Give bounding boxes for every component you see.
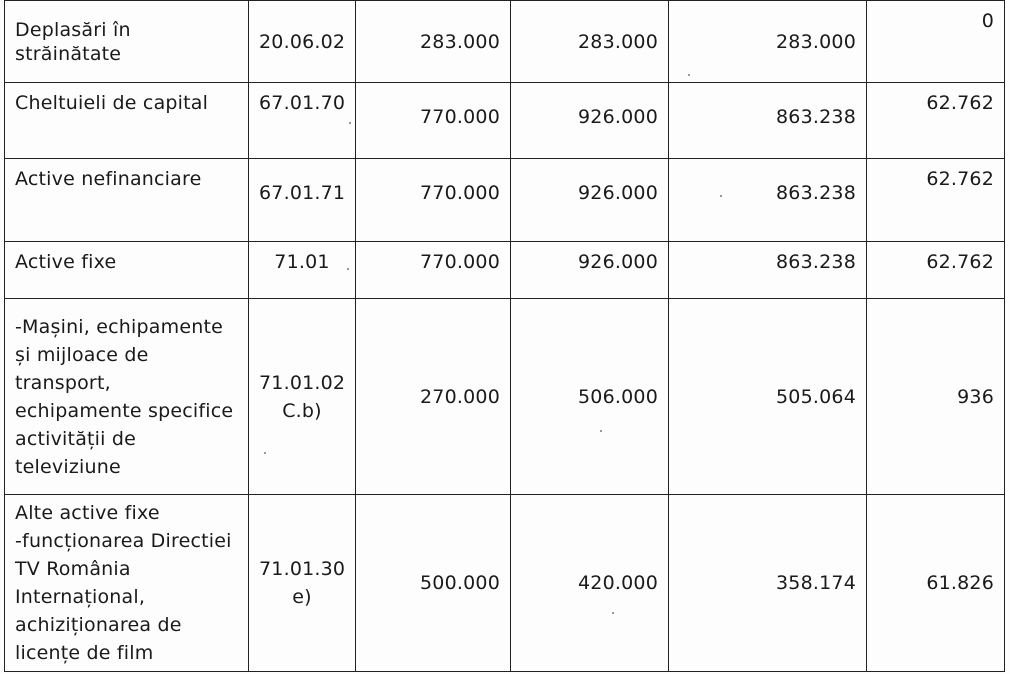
scan-speck (612, 612, 614, 614)
cell-value: 270.000 (356, 299, 511, 495)
cell-value: 863.238 (669, 159, 867, 242)
table-row (5, 83, 1005, 159)
cell-value: 936 (867, 299, 1005, 495)
row-code: 71.01.30 e) (249, 495, 356, 672)
scan-speck (688, 74, 690, 76)
row-code: 20.06.02 (249, 1, 356, 83)
cell-value: 770.000 (356, 159, 511, 242)
cell-value: 506.000 (511, 299, 669, 495)
cell-value: 0 (867, 1, 1005, 83)
cell-value: 926.000 (511, 242, 669, 299)
cell-value: 926.000 (511, 159, 669, 242)
cell-value: 500.000 (356, 495, 511, 672)
cell-value: 358.174 (669, 495, 867, 672)
budget-table (4, 0, 1005, 672)
table-row (5, 1, 1005, 83)
row-label: Active nefinanciare (5, 159, 249, 242)
scan-speck (349, 122, 351, 124)
cell-value: 283.000 (669, 1, 867, 83)
table-row (5, 159, 1005, 242)
table-row (5, 495, 1005, 672)
cell-value: 420.000 (511, 495, 669, 672)
cell-value: 62.762 (867, 159, 1005, 242)
cell-value: 283.000 (511, 1, 669, 83)
table-row (5, 299, 1005, 495)
row-label: Alte active fixe -funcționarea Directiei TV România Internațional, achiziționarea de licențe de film (5, 495, 249, 672)
cell-value: 505.064 (669, 299, 867, 495)
scan-speck (720, 195, 722, 197)
cell-value: 62.762 (867, 242, 1005, 299)
cell-value: 770.000 (356, 83, 511, 159)
row-code: 67.01.70 (249, 83, 356, 159)
cell-value: 62.762 (867, 83, 1005, 159)
row-label: Cheltuieli de capital (5, 83, 249, 159)
cell-value: 61.826 (867, 495, 1005, 672)
row-code: 71.01 (249, 242, 356, 299)
row-label: Active fixe (5, 242, 249, 299)
row-code: 67.01.71 (249, 159, 356, 242)
scan-speck (347, 268, 349, 270)
row-code: 71.01.02 C.b) (249, 299, 356, 495)
row-label: Deplasări în străinătate (5, 1, 249, 83)
table-row (5, 242, 1005, 299)
cell-value: 863.238 (669, 83, 867, 159)
cell-value: 926.000 (511, 83, 669, 159)
scan-speck (264, 452, 266, 454)
row-label: -Mașini, echipamente și mijloace de transport, echipamente specifice activității de televiziune (5, 299, 249, 495)
cell-value: 863.238 (669, 242, 867, 299)
cell-value: 770.000 (356, 242, 511, 299)
cell-value: 283.000 (356, 1, 511, 83)
scan-speck (600, 430, 602, 432)
